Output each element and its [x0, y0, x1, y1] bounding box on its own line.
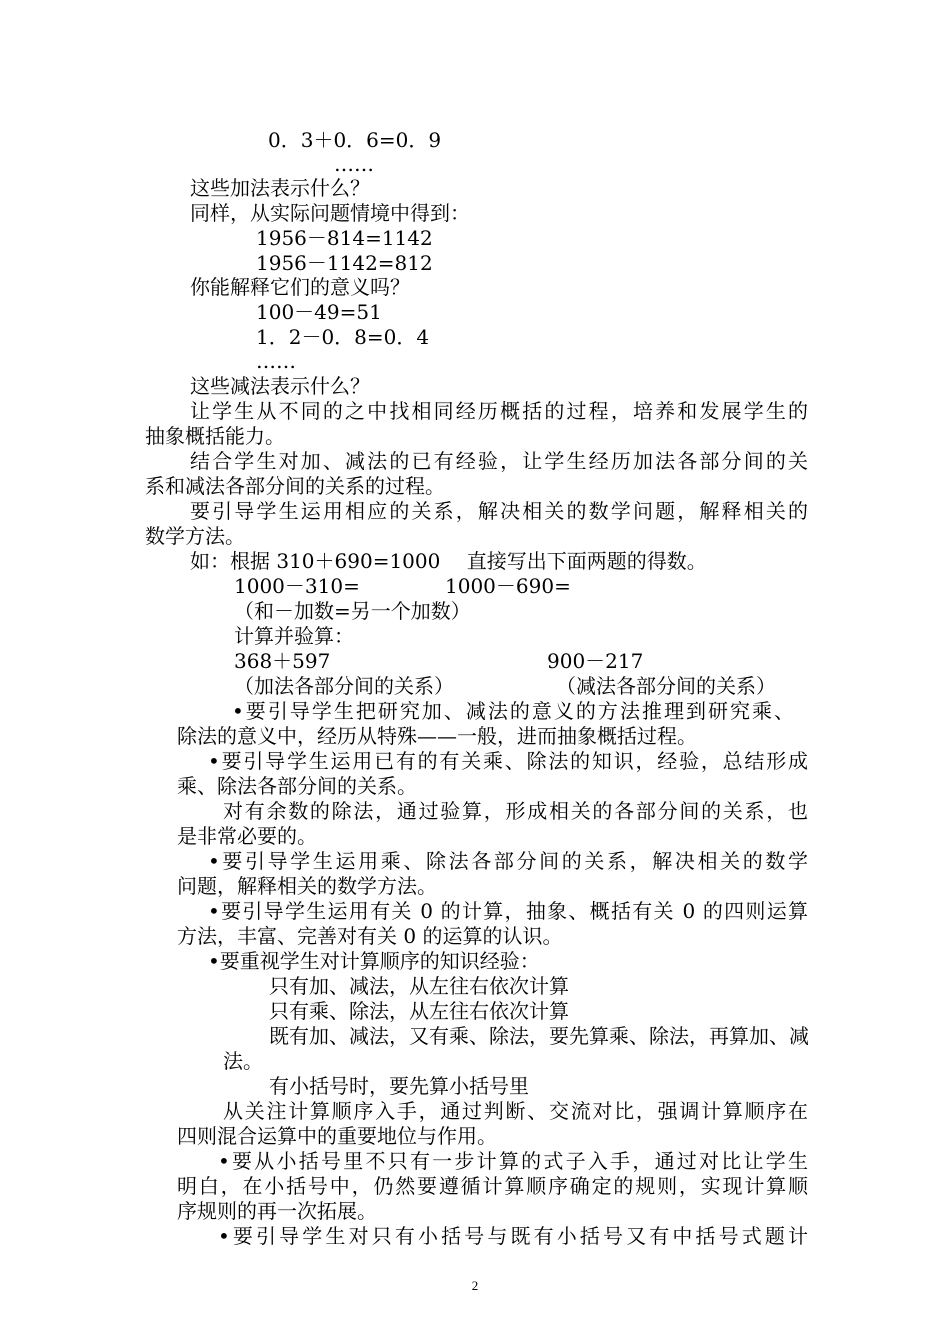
note-line: （加法各部分间的关系） — [234, 674, 454, 698]
paragraph-line: 从关注计算顺序入手，通过判断、交流对比，强调计算顺序在 — [223, 1099, 808, 1123]
paragraph-line: 乘、除法各部分间的关系。 — [177, 774, 417, 798]
equation-line: 368＋597 — [234, 649, 331, 673]
bullet-line: •要从小括号里不只有一步计算的式子入手，通过对比让学生 — [218, 1149, 808, 1173]
equation-line: 1000－690= — [445, 574, 571, 598]
paragraph-line: 抽象概括能力。 — [145, 424, 285, 448]
text-line: 同样，从实际问题情境中得到： — [190, 201, 470, 225]
paragraph-line: 四则混合运算中的重要地位与作用。 — [177, 1124, 497, 1148]
page-number: 2 — [471, 1278, 479, 1293]
paragraph-line: 结合学生对加、减法的已有经验，让学生经历加法各部分间的关 — [190, 449, 808, 473]
bullet-line: •要重视学生对计算顺序的知识经验： — [208, 949, 540, 973]
example-line: 如：根据 310＋690=1000 直接写出下面两题的得数。 — [190, 549, 707, 573]
bullet-line: •要引导学生对只有小括号与既有小括号又有中括号式题计 — [218, 1224, 808, 1248]
note-line: （和－加数=另一个加数） — [234, 599, 471, 623]
equation-line: 1000－310= — [234, 574, 360, 598]
equation-line: 1．2－0．8=0．4 — [256, 325, 430, 349]
equation-line: 1956－814=1142 — [256, 226, 433, 250]
paragraph-line: 序规则的再一次拓展。 — [177, 1199, 377, 1223]
paragraph-line: 明白，在小括号中，仍然要遵循计算顺序确定的规则，实现计算顺 — [177, 1174, 808, 1198]
rule-line: 只有乘、除法，从左往右依次计算 — [269, 999, 569, 1023]
paragraph-line: 数学方法。 — [145, 524, 245, 548]
question-line: 这些减法表示什么？ — [190, 374, 370, 398]
paragraph-line: 方法，丰富、完善对有关 0 的运算的认识。 — [177, 924, 563, 948]
text-line: 计算并验算： — [234, 624, 354, 648]
paragraph-line: 对有余数的除法，通过验算，形成相关的各部分间的关系，也 — [223, 799, 808, 823]
paragraph-line: 除法的意义中，经历从特殊——一般，进而抽象概括过程。 — [177, 724, 697, 748]
rule-line: 有小括号时，要先算小括号里 — [269, 1074, 529, 1098]
bullet-line: •要引导学生把研究加、减法的意义的方法推理到研究乘、 — [232, 699, 794, 723]
ellipsis-line: …… — [334, 152, 374, 176]
paragraph-line: 问题，解释相关的数学方法。 — [177, 874, 437, 898]
bullet-line: •要引导学生运用有关 0 的计算，抽象、概括有关 0 的四则运算 — [208, 899, 808, 923]
rule-line: 法。 — [223, 1049, 263, 1073]
rule-line: 只有加、减法，从左往右依次计算 — [269, 974, 569, 998]
note-line: （减法各部分间的关系） — [556, 674, 776, 698]
equation-line: 100－49=51 — [256, 300, 382, 324]
rule-line: 既有加、减法，又有乘、除法，要先算乘、除法，再算加、减 — [269, 1024, 809, 1048]
paragraph-line: 要引导学生运用相应的关系，解决相关的数学问题，解释相关的 — [190, 499, 808, 523]
question-line: 你能解释它们的意义吗？ — [190, 275, 410, 299]
ellipsis-line: …… — [256, 349, 296, 373]
equation-line: 0．3＋0．6=0．9 — [268, 128, 442, 152]
paragraph-line: 是非常必要的。 — [177, 824, 317, 848]
paragraph-line: 让学生从不同的之中找相同经历概括的过程，培养和发展学生的 — [190, 399, 808, 423]
bullet-line: •要引导学生运用乘、除法各部分间的关系，解决相关的数学 — [208, 849, 808, 873]
paragraph-line: 系和减法各部分间的关系的过程。 — [145, 474, 445, 498]
equation-line: 900－217 — [547, 649, 644, 673]
bullet-line: •要引导学生运用已有的有关乘、除法的知识，经验，总结形成 — [208, 749, 808, 773]
equation-line: 1956－1142=812 — [256, 251, 433, 275]
question-line: 这些加法表示什么？ — [190, 176, 370, 200]
